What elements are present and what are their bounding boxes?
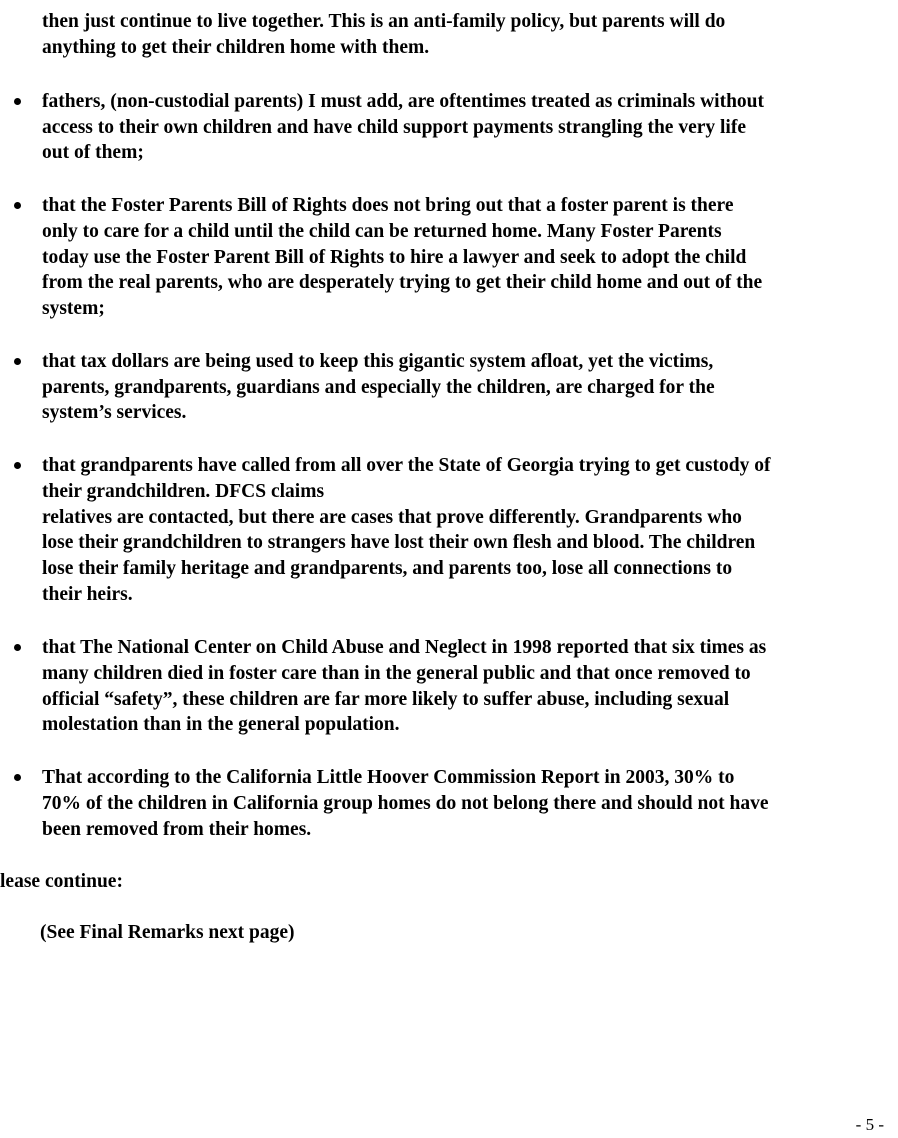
bullet-line: that the Foster Parents Bill of Rights does not bring out that a foster parent is there — [42, 195, 734, 216]
bullet-line: that grandparents have called from all over the State of Georgia trying to get custody of — [42, 455, 771, 476]
bullet-icon — [14, 644, 21, 651]
closing-text: lease continue: — [0, 871, 123, 892]
bullet-line: from the real parents, who are desperately trying to get their child home and out of the — [42, 272, 763, 293]
bullet-line: That according to the California Little Hoover Commission Report in 2003, 30% to — [42, 767, 735, 788]
bullet-line: parents, grandparents, guardians and especially the children, are charged for the — [42, 377, 715, 398]
bullet-line: that The National Center on Child Abuse and Neglect in 1998 reported that six times as — [42, 637, 767, 658]
bullet-line: that tax dollars are being used to keep this gigantic system afloat, yet the victims, — [42, 351, 714, 372]
page-number: - 5 - — [855, 1115, 884, 1134]
bullet-icon — [14, 358, 21, 365]
continuation-line: then just continue to live together. This is an anti-family policy, but parents will do — [42, 11, 726, 32]
bullet-line: out of them; — [42, 142, 144, 163]
continuation-line: anything to get their children home with them. — [42, 37, 430, 58]
bullet-line: system; — [42, 298, 105, 319]
bullet-icon — [14, 98, 21, 105]
bullet-line: lose their grandchildren to strangers have lost their own flesh and blood. The children — [42, 532, 756, 553]
bullet-line: fathers, (non-custodial parents) I must add, are oftentimes treated as criminals without — [42, 91, 765, 112]
bullet-line: only to care for a child until the child can be returned home. Many Foster Parents — [42, 221, 722, 242]
bullet-line: system’s services. — [42, 402, 187, 423]
bullet-line: 70% of the children in California group homes do not belong there and should not have — [42, 793, 769, 814]
bullet-line: molestation than in the general population. — [42, 714, 400, 735]
bullet-icon — [14, 202, 21, 209]
bullet-line: today use the Foster Parent Bill of Rights to hire a lawyer and seek to adopt the child — [42, 247, 747, 268]
bullet-line: been removed from their homes. — [42, 819, 312, 840]
bullet-icon — [14, 774, 21, 781]
bullet-line: their heirs. — [42, 584, 133, 605]
bullet-line: their grandchildren. DFCS claims — [42, 481, 325, 502]
bullet-line: relatives are contacted, but there are cases that prove differently. Grandparents who — [42, 507, 742, 528]
bullet-line: access to their own children and have child support payments strangling the very life — [42, 117, 746, 138]
bullet-line: many children died in foster care than in the general public and that once removed to — [42, 663, 751, 684]
bullet-icon — [14, 462, 21, 469]
bullet-line: lose their family heritage and grandparents, and parents too, lose all connections to — [42, 558, 733, 579]
see-final-remarks: (See Final Remarks next page) — [40, 922, 295, 943]
bullet-line: official “safety”, these children are far more likely to suffer abuse, including sexual — [42, 689, 730, 710]
